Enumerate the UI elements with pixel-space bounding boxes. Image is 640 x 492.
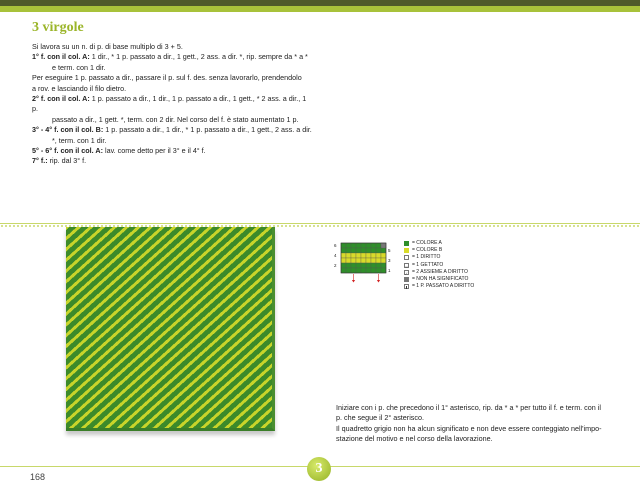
chart-cell (381, 258, 386, 263)
chart-cell (366, 258, 371, 263)
chart-cell (356, 243, 361, 248)
instructions-block (32, 42, 312, 167)
legend-item (404, 240, 474, 247)
row-3-4-continuation: *, term. con 1 dir. (52, 135, 107, 145)
row-2-heading: 2° f. con il col. A: (32, 94, 90, 104)
instruction-row-7 (32, 156, 312, 166)
chart-cell (361, 263, 366, 268)
chart-row-label-left: 4 (334, 253, 337, 259)
chart-cell (376, 248, 381, 253)
row-2-continuation: passato a dir., 1 gett. *, term. con 2 dir. Nel corso del f. è stato aumentato 1 p. (52, 114, 299, 124)
chart-cell (371, 253, 376, 258)
chart-cell (371, 243, 376, 248)
chart-gray-cell (381, 243, 386, 248)
chart-cell (376, 243, 381, 248)
chart-cell (346, 243, 351, 248)
chart-row-label-left: 6 (334, 243, 337, 249)
chart-cell (376, 258, 381, 263)
row-1-text: 1 dir., * 1 p. passato a dir., 1 gett., 2 ass. a dir. *, rip. sempre da * a * (89, 52, 308, 62)
chart-cell (361, 248, 366, 253)
chart-cell (381, 268, 386, 273)
chart-cell (356, 268, 361, 273)
chart-cell (366, 243, 371, 248)
legend-item (404, 269, 474, 276)
chart-cell (381, 253, 386, 258)
chart-legend (404, 240, 474, 290)
section-divider (0, 223, 640, 224)
chart-cell (346, 268, 351, 273)
legend-bar-icon (404, 284, 409, 289)
row-5-6-text: lav. come detto per il 3° e il 4° f. (102, 146, 206, 156)
knitted-swatch-photo (66, 227, 275, 431)
instruction-row-5-6 (32, 146, 312, 156)
chart-cell (356, 258, 361, 263)
chart-cell (381, 248, 386, 253)
footnote-line-3: Il quadretto grigio non ha alcun significato e non deve essere conteggiato nell'impo- (336, 423, 602, 433)
instruction-row-2 (32, 94, 312, 115)
chart-cell (341, 243, 346, 248)
stitch-chart (333, 240, 395, 291)
footnote-line-1: Iniziare con i p. che precedono il 1° asterisco, rip. da * a * per tutto il f. e term. con il (336, 403, 601, 412)
legend-item (404, 262, 474, 269)
chart-cell (361, 258, 366, 263)
footnote-line-2: p. che segue il 2° asterisco. (336, 413, 424, 423)
chart-cell (351, 243, 356, 248)
legend-label: = COLORE A (412, 240, 442, 246)
chart-cell (376, 263, 381, 268)
instruction-row-3-4 (32, 125, 312, 135)
row-5-6-heading: 5° - 6° f. con il col. A: (32, 146, 103, 156)
chart-cell (351, 258, 356, 263)
legend-label: = COLORE B (412, 247, 443, 254)
chart-cell (371, 263, 376, 268)
chapter-badge: 3 (307, 457, 331, 481)
chart-cell (341, 268, 346, 273)
chart-cell (351, 268, 356, 273)
legend-item (404, 247, 474, 254)
legend-item (404, 276, 474, 283)
chart-cell (356, 253, 361, 258)
row-7-heading: 7° f.: (32, 156, 48, 166)
chart-cell (371, 248, 376, 253)
chart-cell (346, 253, 351, 258)
legend-item (404, 254, 474, 261)
row-7-text: rip. dal 3° f. (47, 156, 87, 166)
page-number: 168 (30, 472, 46, 482)
chart-cell (346, 263, 351, 268)
chart-row-label-left: 2 (334, 263, 337, 269)
legend-label: = 2 ASSIEME A DIRITTO (412, 268, 468, 275)
legend-green-icon (404, 241, 409, 246)
row-1-note-b: a rov. e lasciando il filo dietro. (32, 83, 127, 93)
legend-label: = 1 DIRITTO (412, 254, 441, 261)
repeat-marker-arrow-icon (352, 280, 355, 283)
chart-cell (376, 268, 381, 273)
chart-cell (341, 258, 346, 263)
chart-cell (351, 248, 356, 253)
chart-cell (341, 253, 346, 258)
chart-cell (376, 253, 381, 258)
legend-o-icon: ○ (405, 263, 408, 269)
chart-cell (351, 253, 356, 258)
legend-gray-icon (404, 277, 409, 282)
chart-cell (341, 263, 346, 268)
chart-cell (346, 258, 351, 263)
legend-label: = 1 GETTATO (412, 261, 444, 268)
chart-cell (356, 263, 361, 268)
chart-cell (371, 258, 376, 263)
chart-cell (361, 268, 366, 273)
legend-label: = 1 P. PASSATO A DIRITTO (412, 283, 475, 290)
stitch-chart-grid (333, 240, 395, 286)
legend-empty-icon (404, 255, 409, 260)
chart-cell (351, 263, 356, 268)
footnote (336, 403, 616, 445)
legend-k2-icon: ⁄ (404, 270, 409, 275)
instructions-intro: Si lavora su un n. di p. di base multiplo di 3 + 5. (32, 42, 183, 51)
chart-cell (366, 263, 371, 268)
pattern-title: 3 virgole (32, 20, 84, 35)
instruction-row-1 (32, 52, 312, 62)
row-2-text: 1 p. passato a dir., 1 dir., 1 p. passato a dir., 1 gett., * 2 ass. a dir., 1 p. (32, 94, 307, 114)
chart-row-label-right: 1 (388, 268, 391, 274)
chart-cell (366, 268, 371, 273)
repeat-marker-arrow-icon (377, 280, 380, 283)
chart-cell (366, 253, 371, 258)
row-1-note-a: Per eseguire 1 p. passato a dir., passare il p. sul f. des. senza lavorarlo, prendendolo (32, 73, 302, 83)
chart-cell (346, 248, 351, 253)
row-3-4-text: 1 p. passato a dir., 1 dir., * 1 p. passato a dir., 1 gett., 2 ass. a dir. (103, 125, 312, 135)
chart-cell (341, 248, 346, 253)
row-1-heading: 1° f. con il col. A: (32, 52, 90, 62)
chart-cell (356, 248, 361, 253)
chart-cell (361, 243, 366, 248)
legend-yellow-icon (404, 248, 409, 253)
footnote-line-4: stazione del motivo e nel corso della lavorazione. (336, 434, 493, 444)
chart-cell (381, 263, 386, 268)
legend-label: = NON HA SIGNIFICATO (412, 275, 469, 282)
chart-cell (361, 253, 366, 258)
chart-cell (371, 268, 376, 273)
header-band-light (0, 6, 640, 12)
chart-row-label-right: 5 (388, 248, 391, 254)
chart-row-label-right: 3 (388, 258, 391, 264)
chart-cell (366, 248, 371, 253)
legend-item (404, 283, 474, 290)
row-1-continuation: e term. con 1 dir. (52, 62, 106, 72)
row-3-4-heading: 3° - 4° f. con il col. B: (32, 125, 104, 135)
